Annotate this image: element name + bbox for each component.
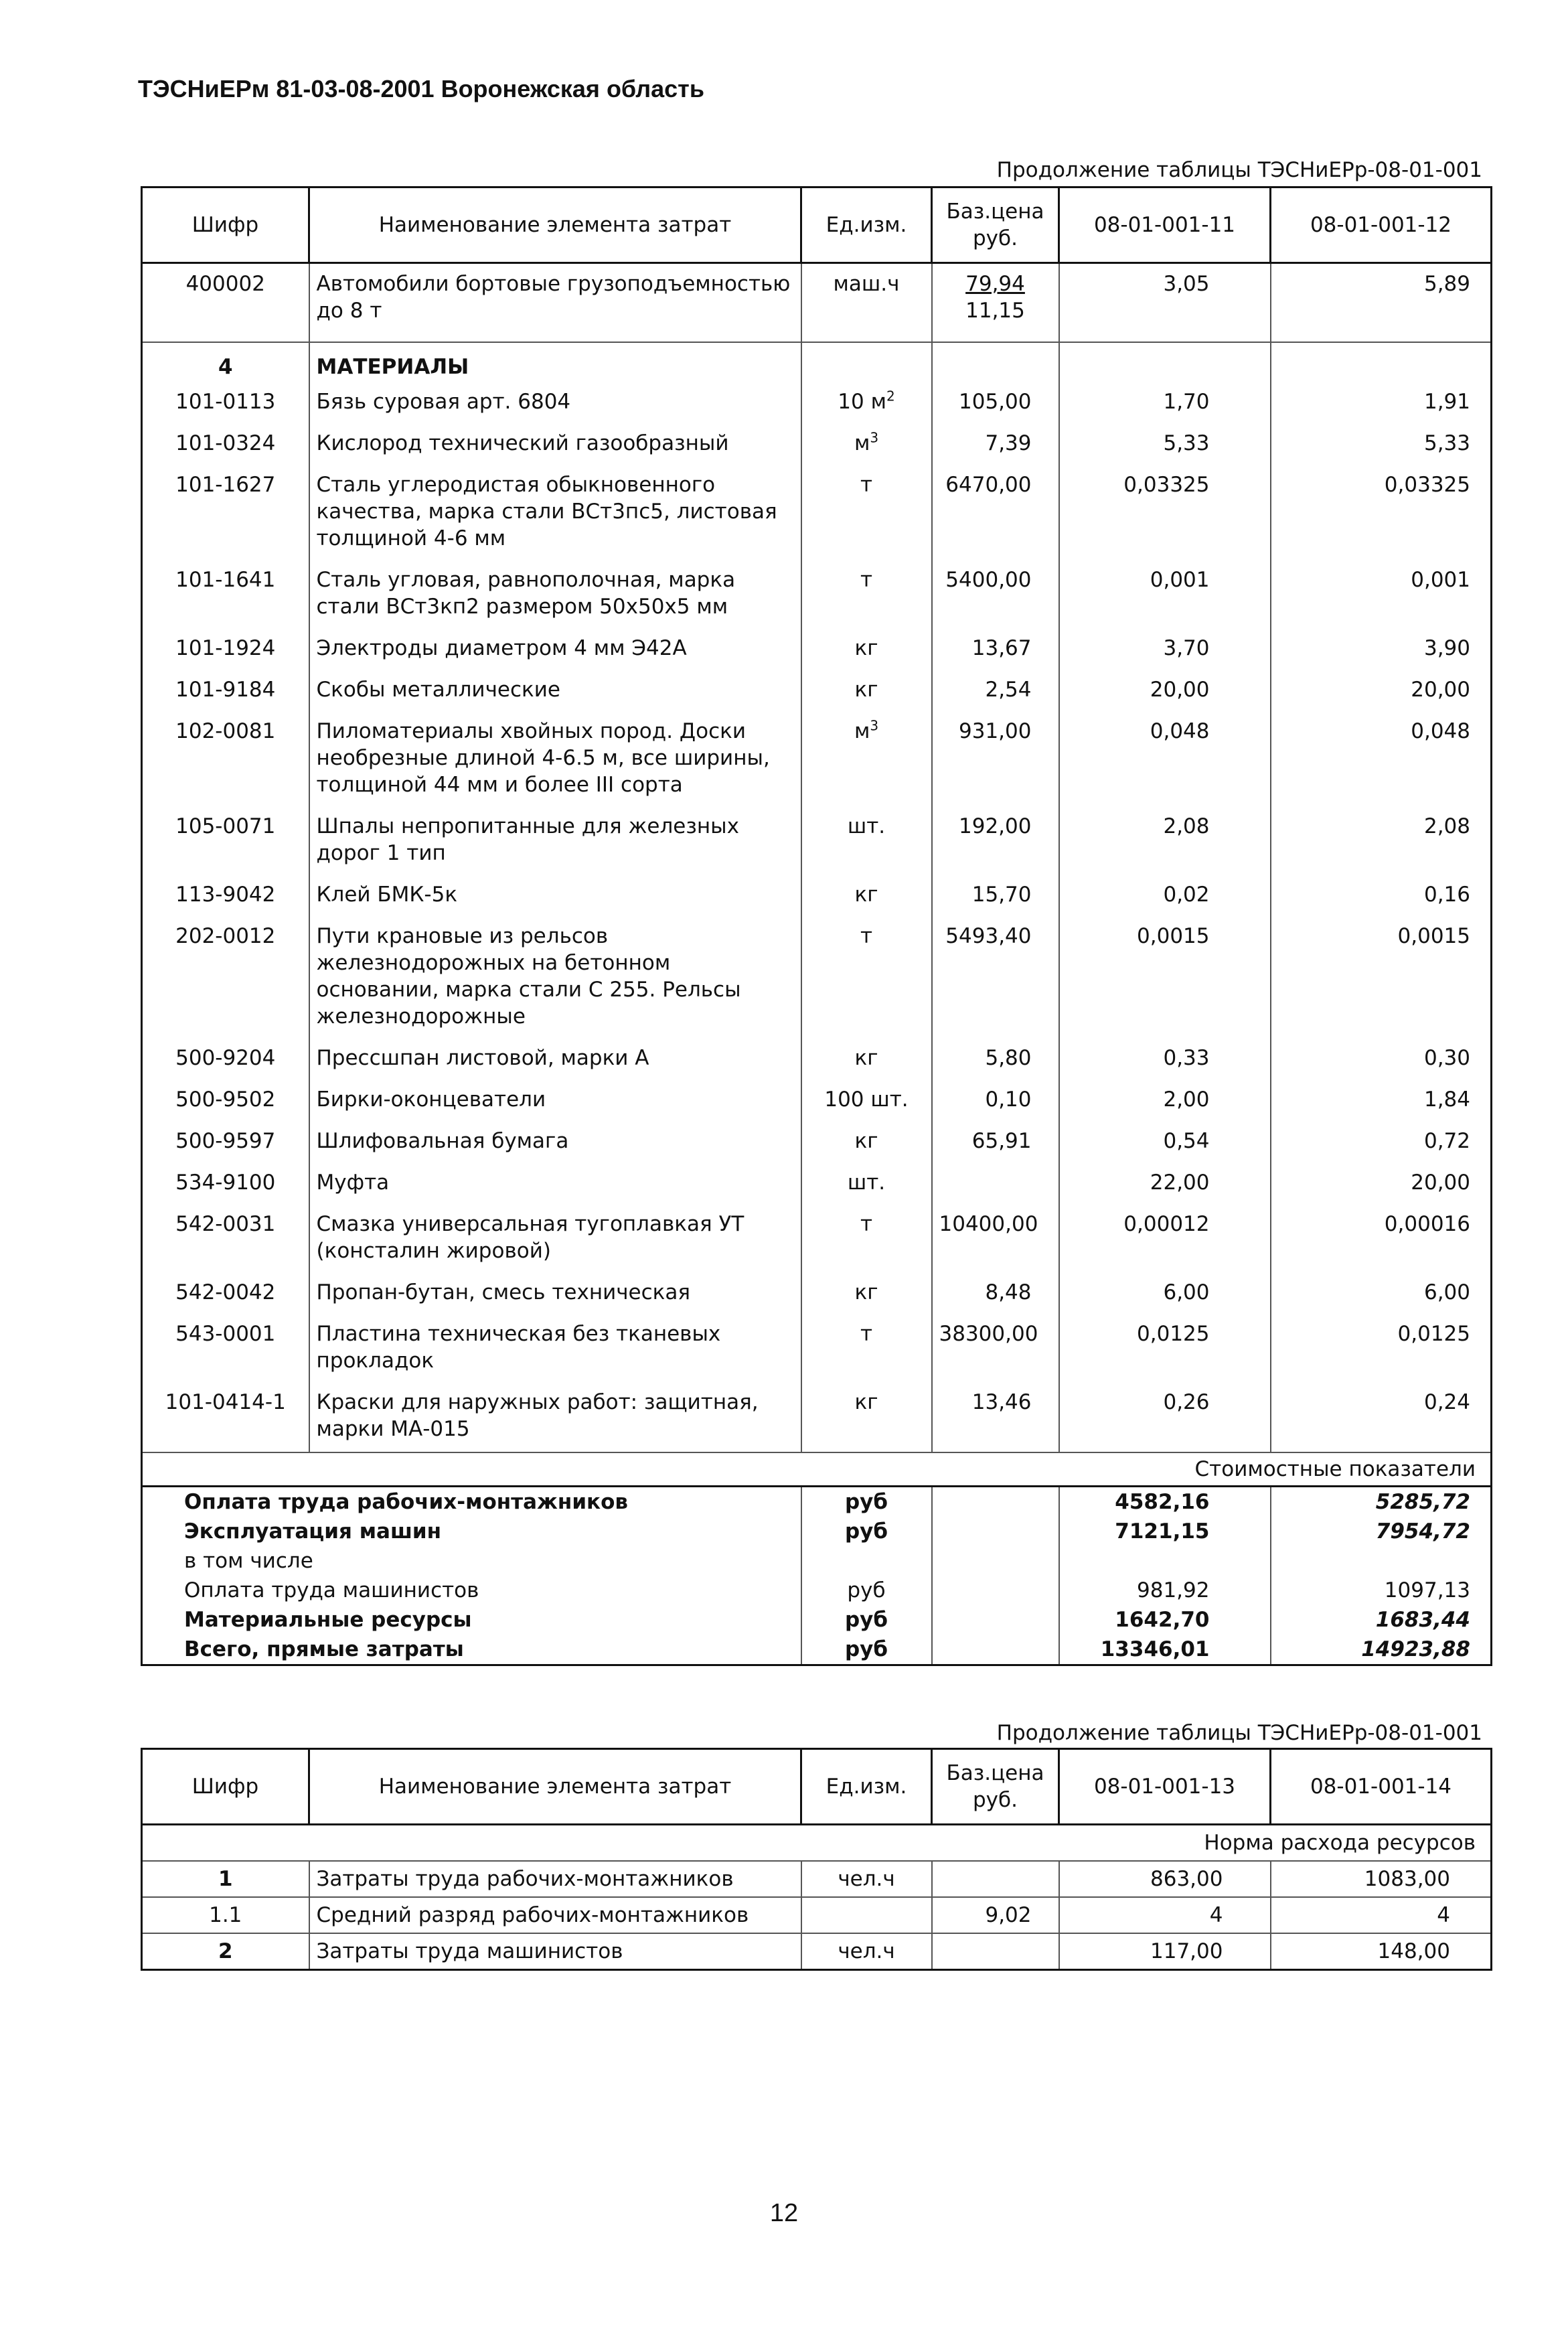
cell-value-1: 22,00 [1059, 1164, 1271, 1205]
cell-code: 102-0081 [142, 712, 309, 808]
norm-band-label: Норма расхода ресурсов [142, 1825, 1492, 1862]
unit-text: кг [854, 678, 878, 702]
cell-name: Пути крановые из рельсов железнодорожных на бетонном основании, марка стали С 255. Рельсы железнодорожные [309, 917, 801, 1039]
table-row [142, 466, 1492, 561]
cell-price [932, 1164, 1059, 1205]
cell-value-2: 0,0015 [1271, 917, 1492, 1039]
summary-value-1: 1642,70 [1059, 1605, 1271, 1635]
header-unit: Ед.изм. [801, 1749, 932, 1825]
unit-text: кг [854, 1129, 878, 1153]
cell-value-1: 4 [1059, 1897, 1271, 1933]
table-row [142, 629, 1492, 671]
cell-code: 500-9204 [142, 1039, 309, 1081]
table-row [142, 1383, 1492, 1452]
unit-text: кг [854, 1390, 878, 1414]
table-row [142, 876, 1492, 917]
cell-value-2: 5,33 [1271, 425, 1492, 466]
cell-value-1: 0,26 [1059, 1383, 1271, 1452]
cell-code: 202-0012 [142, 917, 309, 1039]
cell-code: 101-0113 [142, 383, 309, 425]
header-col1: 08-01-001-13 [1059, 1749, 1271, 1825]
cell-value-2: 0,72 [1271, 1122, 1492, 1164]
cell-value-1: 2,08 [1059, 808, 1271, 876]
cell-unit [801, 1897, 932, 1933]
cell-value-2: 20,00 [1271, 1164, 1492, 1205]
cell-code: 101-1924 [142, 629, 309, 671]
summary-value-2: 1683,44 [1271, 1605, 1492, 1635]
header-price: Баз.цена руб. [932, 187, 1059, 263]
cell-value-1: 0,00012 [1059, 1205, 1271, 1274]
table-row [142, 263, 1492, 343]
cell-unit [801, 425, 932, 466]
cell-value-2: 3,90 [1271, 629, 1492, 671]
cell-price: 0,10 [932, 1081, 1059, 1122]
summary-value-2: 7954,72 [1271, 1517, 1492, 1546]
cell-unit [801, 629, 932, 671]
unit-text: т [860, 568, 873, 592]
cell-code: 1.1 [142, 1897, 309, 1933]
header-name: Наименование элемента затрат [309, 1749, 801, 1825]
cell-code: 101-1627 [142, 466, 309, 561]
cell-name: Шпалы непропитанные для железных дорог 1 тип [309, 808, 801, 876]
table-row [142, 808, 1492, 876]
cell-value-1: 2,00 [1059, 1081, 1271, 1122]
summary-price [932, 1635, 1059, 1665]
cell-code: 113-9042 [142, 876, 309, 917]
cell-value-1: 0,54 [1059, 1122, 1271, 1164]
cell-unit [801, 466, 932, 561]
summary-row [142, 1517, 1492, 1546]
cell-code: 400002 [142, 263, 309, 343]
table1-caption: Продолжение таблицы ТЭСНиЕРр-08-01-001 [996, 158, 1482, 182]
cell-unit [801, 876, 932, 917]
cell-code: 542-0031 [142, 1205, 309, 1274]
cell-value-1: 0,0015 [1059, 917, 1271, 1039]
cell-unit [801, 1081, 932, 1122]
cell-code: 101-0414-1 [142, 1383, 309, 1452]
summary-label: Оплата труда рабочих-монтажников [142, 1487, 801, 1517]
unit-text: т [860, 924, 873, 948]
cell-value-1: 117,00 [1059, 1933, 1271, 1970]
summary-value-2: 14923,88 [1271, 1635, 1492, 1665]
cell-name: Пластина техническая без тканевых прокладок [309, 1315, 801, 1383]
table-row [142, 671, 1492, 712]
cell-value-2: 5,89 [1271, 263, 1492, 343]
summary-value-1 [1059, 1546, 1271, 1576]
cell-price: 13,46 [932, 1383, 1059, 1452]
table-header-row [142, 187, 1492, 263]
cell-name: Сталь углеродистая обыкновенного качества, марка стали ВСт3пс5, листовая толщиной 4-6 мм [309, 466, 801, 561]
unit-text: т [860, 1212, 873, 1236]
table-row [142, 1897, 1492, 1933]
cell-code: 101-9184 [142, 671, 309, 712]
section-name: МАТЕРИАЛЫ [309, 342, 801, 383]
cell-value-1: 0,33 [1059, 1039, 1271, 1081]
cell-code: 543-0001 [142, 1315, 309, 1383]
page-number: 12 [769, 2199, 799, 2227]
unit-text: шт. [847, 1171, 886, 1195]
cell-value-2: 4 [1271, 1897, 1492, 1933]
cell-price [932, 1861, 1059, 1897]
cell-value-1: 0,0125 [1059, 1315, 1271, 1383]
table-row [142, 1315, 1492, 1383]
cell-name: Смазка универсальная тугоплавкая УТ (констaлин жировой) [309, 1205, 801, 1274]
cell-value-2: 0,30 [1271, 1039, 1492, 1081]
table2-caption: Продолжение таблицы ТЭСНиЕРр-08-01-001 [996, 1721, 1482, 1745]
cell-code: 500-9502 [142, 1081, 309, 1122]
summary-label: Материальные ресурсы [142, 1605, 801, 1635]
cell-name: Муфта [309, 1164, 801, 1205]
summary-label: Оплата труда машинистов [142, 1576, 801, 1605]
cell-value-1: 6,00 [1059, 1274, 1271, 1315]
cell-name: Клей БМК-5к [309, 876, 801, 917]
header-code: Шифр [142, 187, 309, 263]
summary-row [142, 1546, 1492, 1576]
cell-unit [801, 1274, 932, 1315]
cell-name: Средний разряд рабочих-монтажников [309, 1897, 801, 1933]
document-title: ТЭСНиЕРм 81-03-08-2001 Воронежская область [138, 75, 704, 102]
table-row [142, 1861, 1492, 1897]
cell-unit [801, 1039, 932, 1081]
cell-price: 192,00 [932, 808, 1059, 876]
cell-name: Шлифовальная бумага [309, 1122, 801, 1164]
cell-value-2: 0,24 [1271, 1383, 1492, 1452]
summary-label: Всего, прямые затраты [142, 1635, 801, 1665]
unit-text: кг [854, 1280, 878, 1304]
cell-price: 105,00 [932, 383, 1059, 425]
summary-row [142, 1635, 1492, 1665]
cost-band-label: Стоимостные показатели [142, 1452, 1492, 1487]
cell-name: Затраты труда рабочих-монтажников [309, 1861, 801, 1897]
cell-value-1: 3,70 [1059, 629, 1271, 671]
cell-unit [801, 712, 932, 808]
cell-unit: чел.ч [801, 1861, 932, 1897]
cell-value-2: 0,0125 [1271, 1315, 1492, 1383]
section-code: 4 [142, 342, 309, 383]
price-bottom: 11,15 [965, 299, 1025, 323]
summary-unit: руб [801, 1576, 932, 1605]
cell-value-1: 20,00 [1059, 671, 1271, 712]
cell-code: 534-9100 [142, 1164, 309, 1205]
summary-value-1: 981,92 [1059, 1576, 1271, 1605]
cell-price: 9,02 [932, 1897, 1059, 1933]
cell-name: Затраты труда машинистов [309, 1933, 801, 1970]
cell-price: 5,80 [932, 1039, 1059, 1081]
header-col2: 08-01-001-12 [1271, 187, 1492, 263]
cell-code: 101-0324 [142, 425, 309, 466]
cell-name: Электроды диаметром 4 мм Э42А [309, 629, 801, 671]
table-row [142, 1205, 1492, 1274]
cell-name: Пропан-бутан, смесь техническая [309, 1274, 801, 1315]
cell-value-2: 0,048 [1271, 712, 1492, 808]
summary-unit [801, 1546, 932, 1576]
cell-value-1: 0,001 [1059, 561, 1271, 629]
table-row [142, 1039, 1492, 1081]
cell-value-2: 6,00 [1271, 1274, 1492, 1315]
resources-table-1 [141, 186, 1492, 1666]
table-header-row [142, 1749, 1492, 1825]
cell-name: Краски для наружных работ: защитная, марки МА-015 [309, 1383, 801, 1452]
summary-value-2 [1271, 1546, 1492, 1576]
cell-unit [801, 917, 932, 1039]
unit-text: м [854, 719, 870, 743]
cell-price: 5493,40 [932, 917, 1059, 1039]
section-row [142, 342, 1492, 383]
summary-label: Эксплуатация машин [142, 1517, 801, 1546]
unit-text: кг [854, 883, 878, 907]
cell-value-1: 3,05 [1059, 263, 1271, 343]
unit-text: м [854, 431, 870, 455]
cell-code: 105-0071 [142, 808, 309, 876]
unit-text: шт. [847, 814, 886, 838]
cell-value-2: 148,00 [1271, 1933, 1492, 1970]
summary-price [932, 1487, 1059, 1517]
summary-price [932, 1517, 1059, 1546]
cell-code: 1 [142, 1861, 309, 1897]
cell-price: 15,70 [932, 876, 1059, 917]
cell-name: Бирки-оконцеватели [309, 1081, 801, 1122]
cell-name: Кислород технический газообразный [309, 425, 801, 466]
unit-text: кг [854, 636, 878, 660]
table-row [142, 425, 1492, 466]
table-row [142, 383, 1492, 425]
cell-value-1: 863,00 [1059, 1861, 1271, 1897]
cell-value-1: 5,33 [1059, 425, 1271, 466]
cell-name: Сталь угловая, равнополочная, марка стали ВСт3кп2 размером 50х50х5 мм [309, 561, 801, 629]
cell-unit: чел.ч [801, 1933, 932, 1970]
table-row [142, 561, 1492, 629]
unit-text: кг [854, 1046, 878, 1070]
cell-name: Автомобили бортовые грузоподъемностью до 8 т [309, 263, 801, 343]
unit-text: 10 м [838, 390, 886, 414]
cell-price: 10400,00 [932, 1205, 1059, 1274]
cell-unit [801, 383, 932, 425]
cell-unit [801, 1164, 932, 1205]
table-row [142, 917, 1492, 1039]
unit-text: т [860, 473, 873, 497]
cell-value-1: 1,70 [1059, 383, 1271, 425]
header-col2: 08-01-001-14 [1271, 1749, 1492, 1825]
summary-unit: руб [801, 1517, 932, 1546]
cell-code: 2 [142, 1933, 309, 1970]
summary-label: в том числе [142, 1546, 801, 1576]
cell-name: Пиломатериалы хвойных пород. Доски необрезные длиной 4-6.5 м, все ширины, толщиной 44 мм и более III сорта [309, 712, 801, 808]
summary-row [142, 1605, 1492, 1635]
table-row [142, 1122, 1492, 1164]
unit-text: т [860, 1322, 873, 1346]
summary-value-1: 4582,16 [1059, 1487, 1271, 1517]
cell-code: 101-1641 [142, 561, 309, 629]
cell-value-2: 1,84 [1271, 1081, 1492, 1122]
table-row [142, 1081, 1492, 1122]
cell-unit [801, 1122, 932, 1164]
cell-value-2: 2,08 [1271, 808, 1492, 876]
cell-price: 7,39 [932, 425, 1059, 466]
cell-code: 542-0042 [142, 1274, 309, 1315]
norm-band-row [142, 1825, 1492, 1862]
summary-value-2: 5285,72 [1271, 1487, 1492, 1517]
unit-superscript: 3 [870, 717, 879, 734]
cell-price: 38300,00 [932, 1315, 1059, 1383]
summary-price [932, 1605, 1059, 1635]
unit-superscript: 2 [886, 388, 895, 404]
cell-unit: маш.ч [801, 263, 932, 343]
unit-text: 100 шт. [824, 1087, 909, 1112]
summary-unit: руб [801, 1487, 932, 1517]
cell-value-2: 0,00016 [1271, 1205, 1492, 1274]
summary-unit: руб [801, 1605, 932, 1635]
cell-unit [801, 561, 932, 629]
cell-unit [801, 808, 932, 876]
cell-price: 6470,00 [932, 466, 1059, 561]
cell-code: 500-9597 [142, 1122, 309, 1164]
summary-row [142, 1576, 1492, 1605]
summary-price [932, 1546, 1059, 1576]
cell-value-2: 0,16 [1271, 876, 1492, 917]
cell-value-1: 0,03325 [1059, 466, 1271, 561]
cell-value-2: 20,00 [1271, 671, 1492, 712]
cell-price: 2,54 [932, 671, 1059, 712]
summary-unit: руб [801, 1635, 932, 1665]
cell-unit [801, 1315, 932, 1383]
cost-band-row [142, 1452, 1492, 1487]
header-code: Шифр [142, 1749, 309, 1825]
table-row [142, 1274, 1492, 1315]
cell-price [932, 263, 1059, 343]
cell-value-2: 0,03325 [1271, 466, 1492, 561]
summary-row [142, 1487, 1492, 1517]
summary-price [932, 1576, 1059, 1605]
cell-value-2: 1,91 [1271, 383, 1492, 425]
header-col1: 08-01-001-11 [1059, 187, 1271, 263]
cell-value-1: 0,02 [1059, 876, 1271, 917]
cell-value-2: 0,001 [1271, 561, 1492, 629]
cell-price [932, 1933, 1059, 1970]
header-name: Наименование элемента затрат [309, 187, 801, 263]
cell-name: Бязь суровая арт. 6804 [309, 383, 801, 425]
cell-price: 13,67 [932, 629, 1059, 671]
cell-price: 65,91 [932, 1122, 1059, 1164]
cell-price: 8,48 [932, 1274, 1059, 1315]
summary-value-1: 13346,01 [1059, 1635, 1271, 1665]
table-row [142, 712, 1492, 808]
cell-unit [801, 1205, 932, 1274]
price-top: 79,94 [965, 272, 1025, 296]
unit-superscript: 3 [870, 429, 879, 446]
cell-value-1: 0,048 [1059, 712, 1271, 808]
cell-value-2: 1083,00 [1271, 1861, 1492, 1897]
cell-unit [801, 1383, 932, 1452]
header-unit: Ед.изм. [801, 187, 932, 263]
cell-name: Прессшпан листовой, марки А [309, 1039, 801, 1081]
cell-unit [801, 671, 932, 712]
table-row [142, 1933, 1492, 1970]
resources-table-2 [141, 1748, 1492, 1971]
summary-value-2: 1097,13 [1271, 1576, 1492, 1605]
cell-price: 5400,00 [932, 561, 1059, 629]
cell-name: Скобы металлические [309, 671, 801, 712]
header-price: Баз.цена руб. [932, 1749, 1059, 1825]
cell-price: 931,00 [932, 712, 1059, 808]
table-row [142, 1164, 1492, 1205]
summary-value-1: 7121,15 [1059, 1517, 1271, 1546]
